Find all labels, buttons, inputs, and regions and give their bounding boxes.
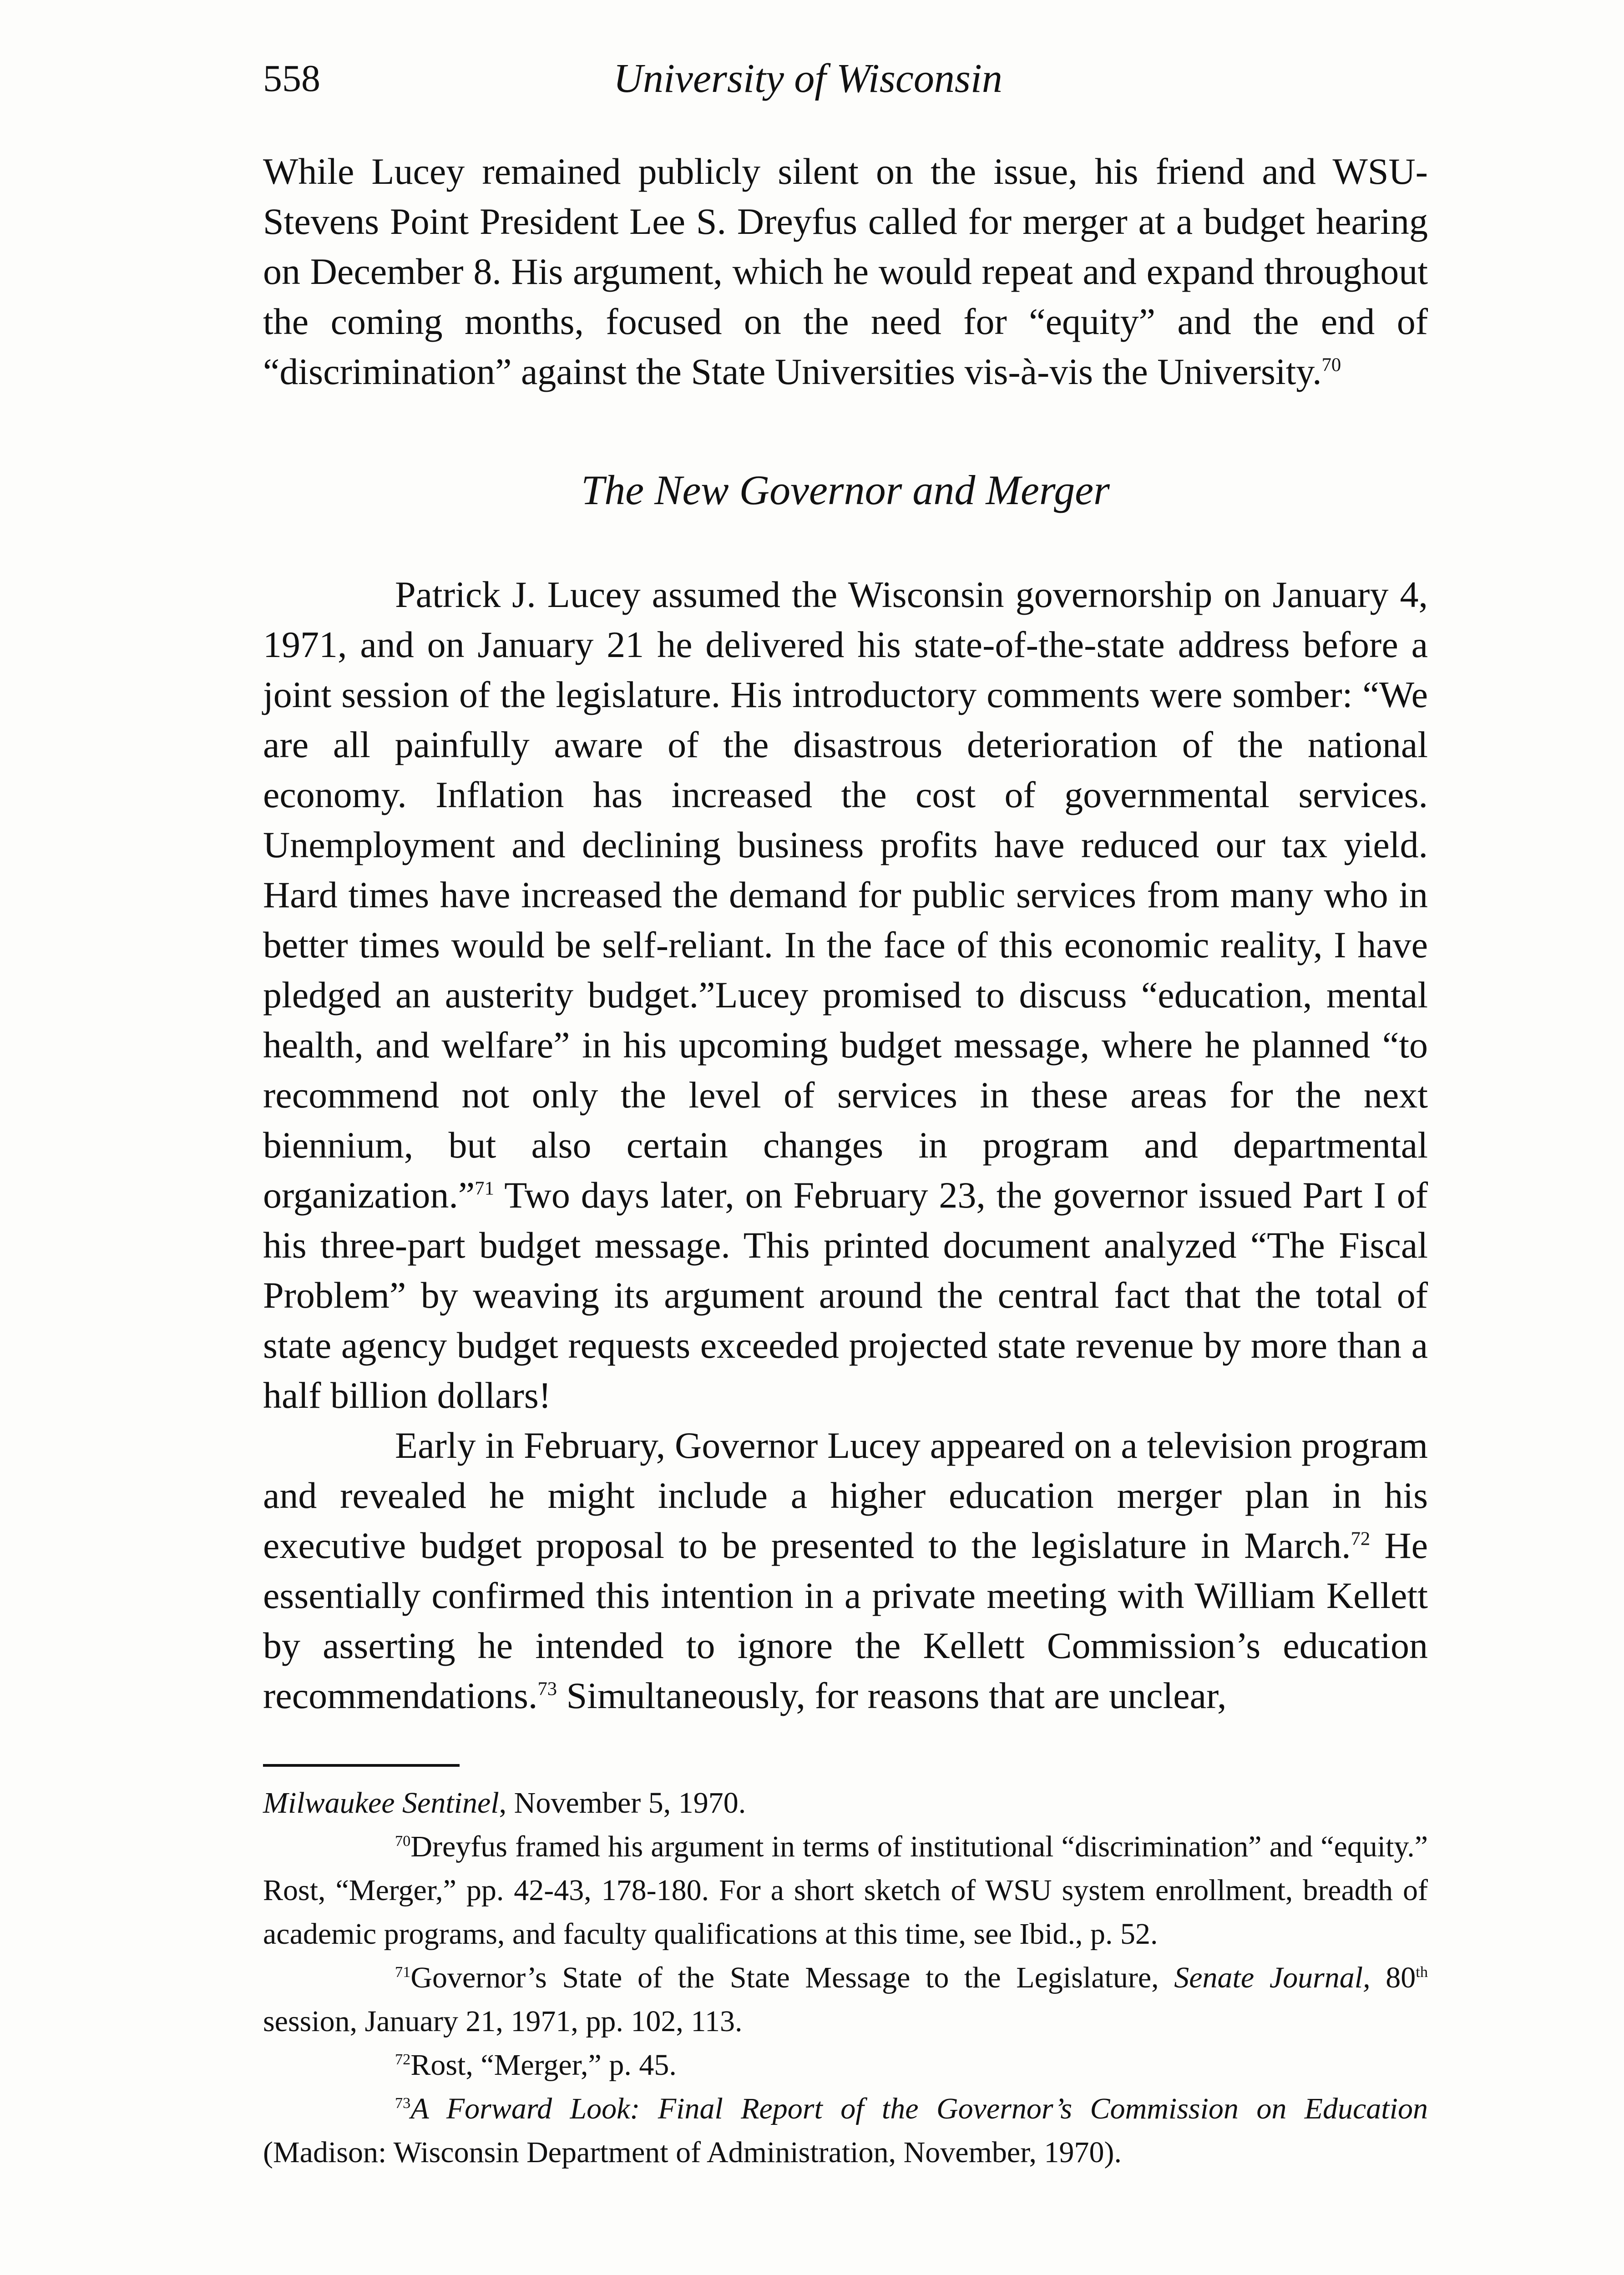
paragraph-2-text-a: Patrick J. Lucey assumed the Wisconsin governorship on January 4, 1971, and on January 21 he delivered his state-of-the-state address before a joint session of the legislature. His introductory comments were somber: “We are all painfully aware of the disastrous deterioration of the national economy. Inflation has increased the cost of governmental services. Unemployment and declining business profits have reduced our tax yield. Hard times have increased the demand for public services from many who in better times would be self-reliant. In the face of this economic reality, I have pledged an austerity budget.”Lucey promised to discuss “education, mental health, and welfare” in his upcoming budget message, where he planned “to recommend not only the level of services in these areas for the next biennium, but also certain changes in program and departmental organization.” bbox=[263, 574, 1428, 1216]
footnote-72-text: Rost, “Merger,” p. 45. bbox=[410, 2048, 677, 2082]
footnote-73 bbox=[263, 2087, 1428, 2174]
footnote-continued bbox=[263, 1781, 1428, 1825]
page-number: 558 bbox=[263, 57, 320, 100]
footnote-71-ordinal: th bbox=[1416, 1963, 1428, 1981]
paragraph-3-text-b: He essentially confirmed this intention in a private meeting with William Kellett by asserting he intended to ignore the Kellett Commission’s education recommendations. bbox=[263, 1525, 1428, 1716]
footnote-continued-source: Milwaukee Sentinel bbox=[263, 1786, 499, 1820]
footnotes bbox=[263, 1781, 1428, 2174]
footnote-rule bbox=[263, 1764, 460, 1767]
footnote-73-title: A Forward Look: Final Report of the Governor’s Commission on Education bbox=[410, 2092, 1428, 2125]
footnote-70 bbox=[263, 1825, 1428, 1956]
footnote-70-number: 70 bbox=[395, 1832, 411, 1850]
footnote-71 bbox=[263, 1956, 1428, 2043]
paragraph-2-text-b: Two days later, on February 23, the governor issued Part I of his three-part budget message. This printed document analyzed “The Fiscal Problem” by weaving its argument around the central fact that the total of state agency budget requests exceeded projected state revenue by more than a half billion dollars! bbox=[263, 1174, 1428, 1416]
note-ref-71: 71 bbox=[475, 1178, 494, 1199]
footnote-71-number: 71 bbox=[395, 1963, 411, 1981]
paragraph-1-text: While Lucey remained publicly silent on the issue, his friend and WSU-Stevens Point President Lee S. Dreyfus called for merger at a budget hearing on December 8. His argument, which he would repeat and expand throughout the coming months, focused on the need for “equity” and the end of “discrimination” against the State Universities vis-à-vis the University. bbox=[263, 151, 1428, 392]
footnote-71-journal: Senate Journal, bbox=[1174, 1961, 1371, 1994]
paragraph-3 bbox=[263, 1421, 1428, 1721]
footnote-73-text: (Madison: Wisconsin Department of Administration, November, 1970). bbox=[263, 2136, 1122, 2169]
footnote-71-text-c: session, January 21, 1971, pp. 102, 113. bbox=[263, 2005, 743, 2038]
running-header bbox=[263, 54, 1428, 108]
footnote-73-number: 73 bbox=[395, 2094, 411, 2112]
footnote-70-text: Dreyfus framed his argument in terms of institutional “discrimination” and “equity.” Rost, “Merger,” pp. 42-43, 178-180. For a short sketch of WSU system enrollment, breadth of academic programs, and faculty qualifications at this time, see Ibid., p. 52. bbox=[263, 1830, 1428, 1951]
body-text bbox=[263, 147, 1428, 1721]
paragraph-1 bbox=[263, 147, 1428, 397]
running-title: University of Wisconsin bbox=[613, 56, 1002, 101]
footnote-71-text-a: Governor’s State of the State Message to the Legislature, bbox=[410, 1961, 1174, 1994]
footnote-72-number: 72 bbox=[395, 2051, 411, 2068]
note-ref-73: 73 bbox=[537, 1678, 557, 1700]
note-ref-72: 72 bbox=[1351, 1528, 1371, 1550]
paragraph-3-text-c: Simultaneously, for reasons that are unclear, bbox=[557, 1675, 1227, 1716]
section-heading: The New Governor and Merger bbox=[581, 467, 1110, 513]
note-ref-70: 70 bbox=[1321, 354, 1341, 376]
paragraph-2 bbox=[263, 570, 1428, 1421]
footnote-71-text-b: 80 bbox=[1370, 1961, 1416, 1994]
paragraph-3-text-a: Early in February, Governor Lucey appeared on a television program and revealed he might include a higher education merger plan in his executive budget proposal to be presented to the legislature in March. bbox=[263, 1425, 1428, 1566]
footnote-72 bbox=[263, 2043, 1428, 2087]
footnote-continued-rest: , November 5, 1970. bbox=[499, 1786, 746, 1820]
